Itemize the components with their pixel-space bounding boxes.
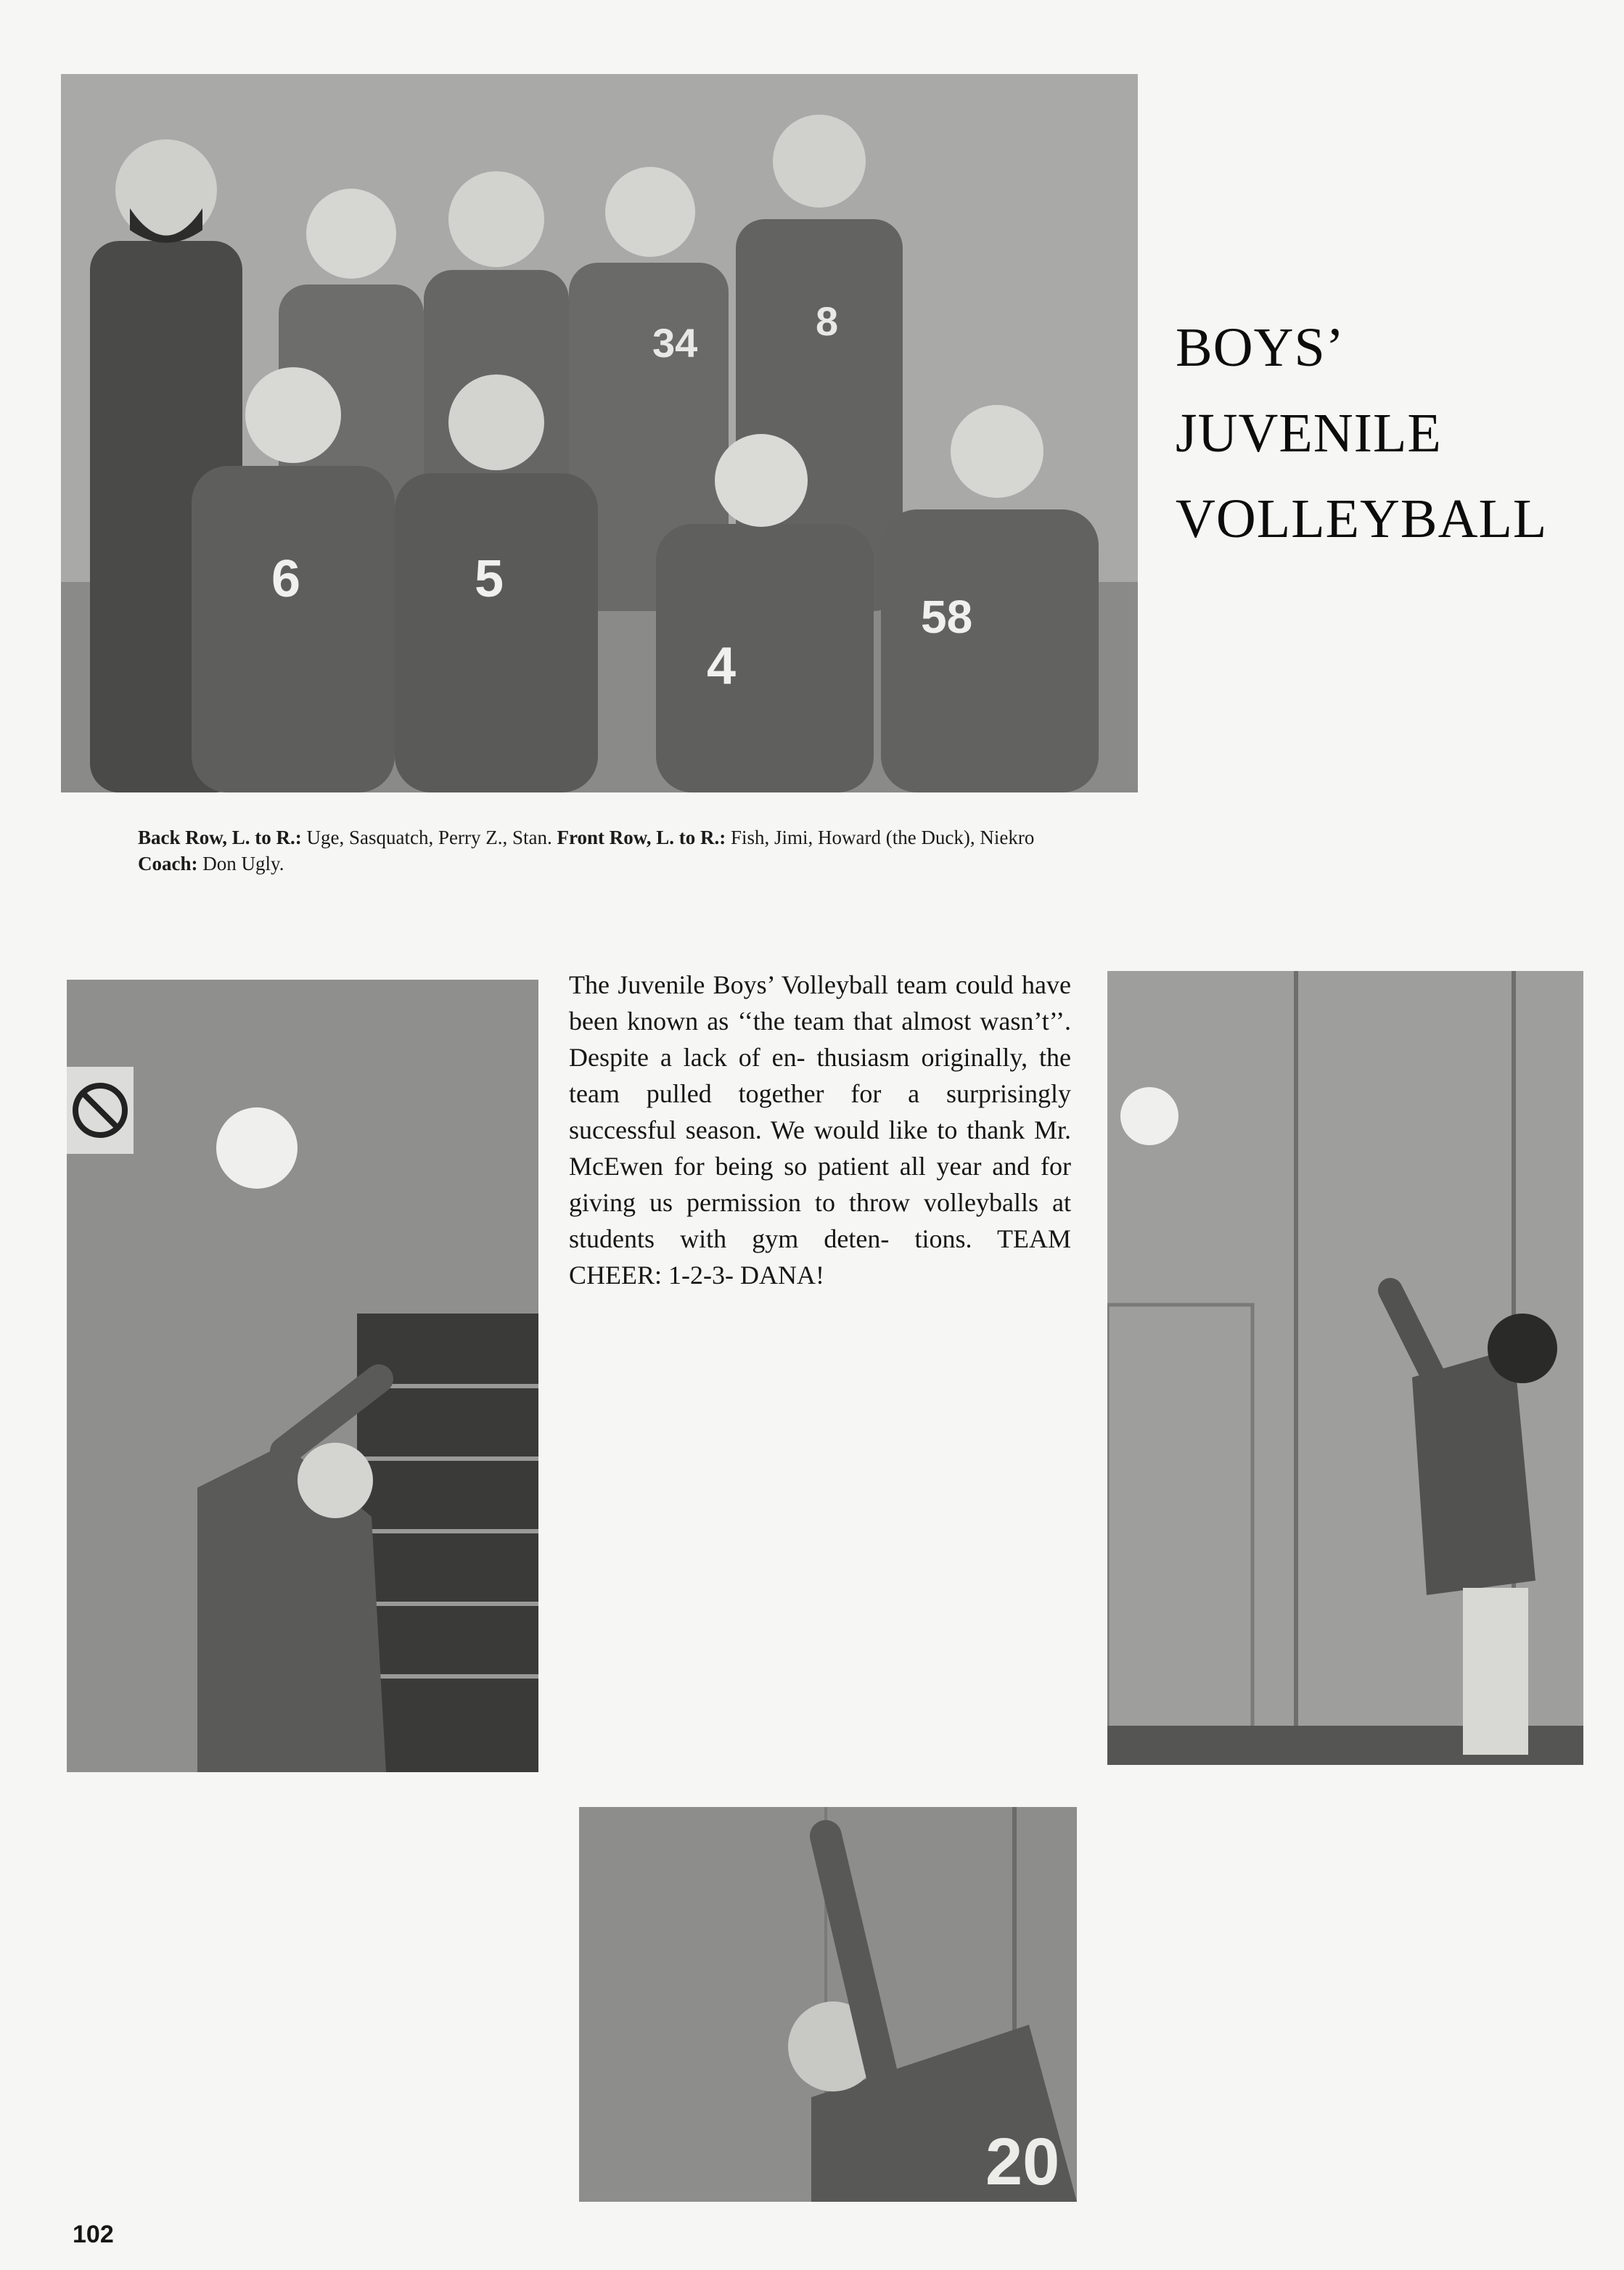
page-number: 102 [73,2221,114,2248]
article-body: The Juvenile Boys’ Volleyball team could have been known as ‘‘the team that almost wasn’t’’. Despite a lack of en- thusiasm originally, the team pulled together for a surprisingly successful season. We would like to thank Mr. McEwen for being so patient all year and for giving us permission to throw volleyballs at students with gym deten- tions. TEAM CHEER: 1-2-3- DANA! [569,970,1071,1290]
spike-photo-bottom-image [579,1807,1077,2202]
caption-coach-name: Don Ugly. [197,853,284,874]
jersey-number-5: 5 [475,550,504,608]
team-photo-image [61,74,1138,792]
serve-photo-left-image [67,980,538,1772]
team-photo-caption [138,824,1081,877]
caption-back-row-names: Uge, Sasquatch, Perry Z., Stan. [301,827,557,848]
jersey-number-8: 8 [816,298,839,344]
serve-photo-right-image [1107,971,1583,1765]
jersey-number-6: 6 [271,550,301,608]
caption-coach-label: Coach: [138,853,198,874]
caption-front-row-label: Front Row, L. to R.: [557,827,726,848]
spike-photo-bottom [579,1807,1077,2202]
jersey-number-20: 20 [985,2125,1060,2199]
serve-photo-left [67,980,538,1772]
caption-front-row-names: Fish, Jimi, Howard (the Duck), Niekro [726,827,1035,848]
serve-photo-right [1107,971,1583,1765]
title-line-3: VOLLEYBALL [1176,488,1548,549]
title-line-1: BOYS’ [1176,317,1345,378]
jersey-number-4: 4 [707,637,737,695]
jersey-number-58: 58 [921,591,973,643]
jersey-number-34: 34 [652,320,698,366]
title-line-2: JUVENILE [1176,403,1442,464]
caption-back-row-label: Back Row, L. to R.: [138,827,302,848]
team-photo [61,74,1138,792]
page-title [1176,305,1611,562]
